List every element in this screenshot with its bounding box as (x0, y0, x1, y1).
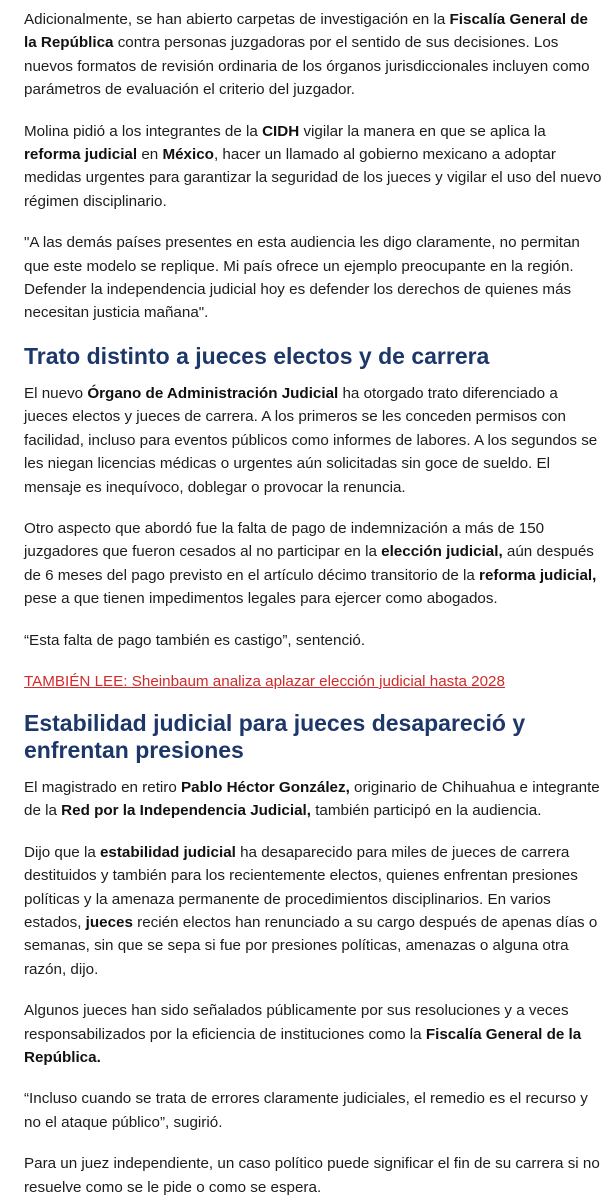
text-run: ha desaparecido para miles de jueces de carrera destituidos y también para los recientemente electos, quienes enfrentan presiones políticas y la amenaza permanente de procedimientos disciplinarios. En varios estados, (24, 843, 578, 931)
text-run: vigilar la manera en que se aplica la (299, 122, 546, 140)
bold-organization: Red por la Independencia Judicial, (61, 802, 311, 820)
text-run: originario de Chihuahua e integrante de la (24, 778, 600, 820)
paragraph-juez-independiente: Para un juez independiente, un caso político puede significar el fin de su carrera si no resuelve como se le pide o como se espera. (24, 1155, 600, 1196)
heading-word: presiones (135, 736, 244, 763)
heading-word: carrera (411, 342, 490, 369)
bold-mexico: México (162, 146, 214, 164)
paragraph-organo-administracion (24, 382, 602, 499)
text-run: Molina pidió a los integrantes de la (24, 122, 263, 140)
bold-fiscalia: Fiscalía General de la República. (24, 1025, 582, 1066)
heading-word: y enfrentan (24, 709, 526, 763)
section-heading-trato-distinto (24, 343, 602, 370)
paragraph-jueces-senalados (24, 999, 602, 1069)
text-run: aún después de 6 meses del pago previsto en el artículo décimo transitorio de la (24, 543, 594, 584)
related-article-link[interactable]: TAMBIÉN LEE: Sheinbaum analiza aplazar elección judicial hasta 2028 (24, 672, 505, 690)
section-heading-estabilidad-judicial (24, 710, 602, 764)
text-run: ha otorgado trato diferenciado a jueces electos y jueces de carrera. A los primeros se les conceden permisos con facilidad, incluso para eventos públicos como informes de labores. A los segundos se les niegan licencias médicas o urgentes aún solicitadas sin goce de sueldo. El mensaje es inequívoco, doblegar o provocar la renuncia. (24, 384, 598, 496)
text-run: recién electos han renunciado a su cargo después de apenas días o semanas, sin que se sepa si fue por presiones políticas, amenazas o alguna otra razón, dijo. (24, 913, 598, 978)
text-run: Algunos jueces han sido señalados públicamente por sus resoluciones y a veces responsabilizados por la eficiencia de instituciones como la (24, 1002, 569, 1043)
heading-word: Trato (24, 342, 81, 369)
related-article (24, 670, 602, 693)
bold-reforma-judicial: reforma judicial, (479, 566, 597, 584)
bold-fiscalia: Fiscalía General de la República (24, 11, 588, 52)
bold-person-name: Pablo Héctor González, (181, 778, 350, 796)
paragraph-quote-errores: “Incluso cuando se trata de errores claramente judiciales, el remedio es el recurso y no el ataque público”, sugirió. (24, 1090, 588, 1131)
text-run: Dijo que la (24, 843, 100, 861)
paragraph-fiscalia-investigations (24, 8, 602, 102)
paragraph-estabilidad-desaparecido (24, 841, 602, 981)
bold-eleccion-judicial: elección judicial, (381, 543, 503, 561)
bold-estabilidad-judicial: estabilidad judicial (99, 843, 236, 861)
text-run: contra personas juzgadoras por el sentido de sus decisiones. Los nuevos formatos de revisión ordinaria de los órganos jurisdiccionales incluyen como parámetros de evaluación el criterio del juzgador. (24, 34, 590, 99)
heading-word: y (358, 342, 372, 369)
paragraph-indemnizacion (24, 517, 602, 611)
paragraph-pablo-hector-gonzalez (24, 776, 602, 823)
paragraph-quote-molina: "A las demás países presentes en esta audiencia les digo claramente, no permitan que este modelo se replique. Mi país ofrece un ejemplo preocupante en la región. Defender la independencia judicial hoy es defender los derechos de quienes más necesitan justicia mañana". (24, 234, 580, 322)
bold-organo-administracion: Órgano de Administración Judicial (87, 384, 339, 402)
heading-word: de (371, 342, 412, 369)
heading-word: a (176, 342, 189, 369)
heading-word: jueces desapareció (293, 709, 506, 736)
heading-word: distinto (80, 342, 177, 369)
text-run: también participó en la audiencia. (310, 802, 542, 820)
bold-jueces: jueces (85, 913, 133, 931)
heading-word: para (232, 709, 294, 736)
paragraph-molina-cidh (24, 120, 602, 214)
text-run: Otro aspecto que abordó fue la falta de pago de indemnización a más de 150 juzgadores que fueron cesados al no participar en la (24, 519, 545, 561)
heading-word: Estabilidad judicial (24, 709, 233, 736)
text-run: en (137, 146, 163, 164)
text-run: El magistrado en retiro (24, 778, 182, 796)
bold-cidh: CIDH (262, 122, 300, 140)
text-run: pese a que tienen impedimentos legales para ejercer como abogados. (24, 590, 498, 608)
bold-reforma-judicial: reforma judicial (24, 146, 138, 164)
text-run: , hacer un llamado al gobierno mexicano a adoptar medidas urgentes para garantizar la seguridad de los jueces y vigilar el uso del nuevo régimen disciplinario. (24, 146, 602, 210)
text-run: Adicionalmente, se han abierto carpetas de investigación en la (24, 11, 450, 28)
heading-word: jueces electos (188, 342, 359, 369)
paragraph-quote-castigo: “Esta falta de pago también es castigo”, sentenció. (24, 631, 366, 649)
text-run: El nuevo (24, 384, 88, 402)
